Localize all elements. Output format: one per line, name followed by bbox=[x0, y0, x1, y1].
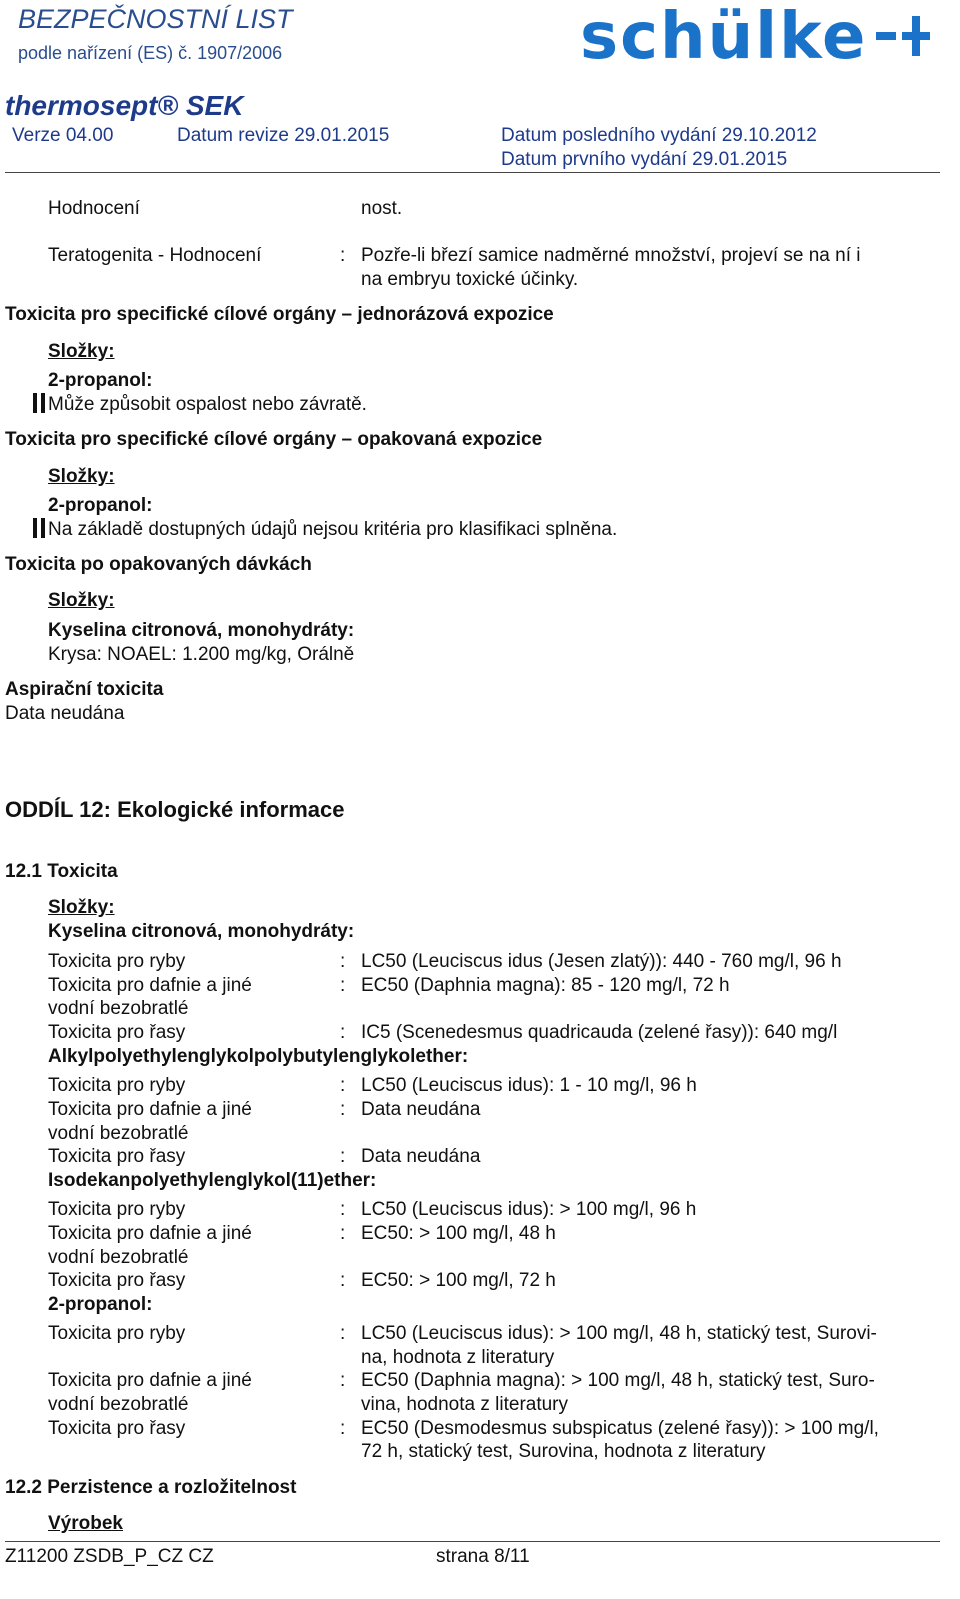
daphnia-toxicity-value-cont: vina, hodnota z literatury bbox=[361, 1394, 569, 1415]
daphnia-toxicity-value: EC50 (Daphnia magna): > 100 mg/l, 48 h, statický test, Suro- bbox=[361, 1370, 875, 1391]
fish-toxicity-label: Toxicita pro ryby bbox=[48, 1075, 186, 1096]
stot-repeated-text: Na základě dostupných údajů nejsou kritéria pro klasifikaci splněna. bbox=[48, 519, 618, 540]
algae-toxicity-label: Toxicita pro řasy bbox=[48, 1270, 186, 1291]
colon: : bbox=[340, 1370, 346, 1391]
footer-divider bbox=[5, 1541, 940, 1542]
stot-single-text: Může způsobit ospalost nebo závratě. bbox=[48, 394, 367, 415]
regulation-note: podle nařízení (ES) č. 1907/2006 bbox=[18, 43, 283, 63]
change-bar bbox=[41, 393, 45, 413]
fish-toxicity-label: Toxicita pro ryby bbox=[48, 1323, 186, 1344]
section-12-heading: ODDÍL 12: Ekologické informace bbox=[5, 797, 345, 822]
last-issue-date: Datum posledního vydání 29.10.2012 bbox=[501, 125, 817, 146]
teratogenicity-value-cont: na embryu toxické účinky. bbox=[361, 269, 579, 290]
daphnia-toxicity-label: Toxicita pro dafnie a jiné bbox=[48, 975, 252, 996]
subsection-12-1: 12.1 Toxicita bbox=[5, 861, 118, 882]
teratogenicity-label: Teratogenita - Hodnocení bbox=[48, 245, 262, 266]
header-divider bbox=[5, 172, 940, 173]
document-title: BEZPEČNOSTNÍ LIST bbox=[18, 4, 293, 34]
version: Verze 04.00 bbox=[12, 125, 114, 146]
fish-toxicity-label: Toxicita pro ryby bbox=[48, 1199, 186, 1220]
components-label: Složky: bbox=[48, 341, 115, 362]
repeated-dose-text: Krysa: NOAEL: 1.200 mg/kg, Orálně bbox=[48, 644, 355, 665]
change-bar bbox=[33, 518, 37, 538]
hodnoceni-value: nost. bbox=[361, 198, 403, 219]
fish-toxicity-value: LC50 (Leuciscus idus): > 100 mg/l, 48 h, statický test, Surovi- bbox=[361, 1323, 877, 1344]
colon: : bbox=[340, 1022, 346, 1043]
daphnia-toxicity-value: Data neudána bbox=[361, 1099, 481, 1120]
component-name: 2-propanol: bbox=[48, 495, 153, 516]
algae-toxicity-value-cont: 72 h, statický test, Surovina, hodnota z literatury bbox=[361, 1441, 766, 1462]
colon: : bbox=[340, 1418, 346, 1439]
colon: : bbox=[340, 1099, 346, 1120]
document-code: Z11200 ZSDB_P_CZ CZ bbox=[5, 1546, 214, 1567]
product-label: Výrobek bbox=[48, 1513, 123, 1534]
algae-toxicity-label: Toxicita pro řasy bbox=[48, 1022, 186, 1043]
component-name: Isodekanpolyethylenglykol(11)ether: bbox=[48, 1170, 377, 1191]
daphnia-toxicity-value: EC50: > 100 mg/l, 48 h bbox=[361, 1223, 556, 1244]
repeated-dose-heading: Toxicita po opakovaných dávkách bbox=[5, 554, 312, 575]
colon: : bbox=[340, 1223, 346, 1244]
daphnia-toxicity-label: Toxicita pro dafnie a jiné bbox=[48, 1223, 252, 1244]
change-bar bbox=[33, 393, 37, 413]
daphnia-toxicity-label-cont: vodní bezobratlé bbox=[48, 1394, 189, 1415]
brand-logo: schülke bbox=[580, 0, 868, 74]
algae-toxicity-value: EC50: > 100 mg/l, 72 h bbox=[361, 1270, 556, 1291]
daphnia-toxicity-label: Toxicita pro dafnie a jiné bbox=[48, 1099, 252, 1120]
algae-toxicity-label: Toxicita pro řasy bbox=[48, 1418, 186, 1439]
component-name: Kyselina citronová, monohydráty: bbox=[48, 921, 355, 942]
fish-toxicity-value-cont: na, hodnota z literatury bbox=[361, 1347, 555, 1368]
daphnia-toxicity-label-cont: vodní bezobratlé bbox=[48, 1123, 189, 1144]
daphnia-toxicity-label: Toxicita pro dafnie a jiné bbox=[48, 1370, 252, 1391]
aspiration-heading: Aspirační toxicita bbox=[5, 679, 164, 700]
component-name: 2-propanol: bbox=[48, 1294, 153, 1315]
stot-repeated-heading: Toxicita pro specifické cílové orgány – opakovaná expozice bbox=[5, 429, 543, 450]
fish-toxicity-value: LC50 (Leuciscus idus): > 100 mg/l, 96 h bbox=[361, 1199, 697, 1220]
components-label: Složky: bbox=[48, 897, 115, 918]
fish-toxicity-label: Toxicita pro ryby bbox=[48, 951, 186, 972]
aspiration-text: Data neudána bbox=[5, 703, 125, 724]
daphnia-toxicity-label-cont: vodní bezobratlé bbox=[48, 1247, 189, 1268]
component-name: 2-propanol: bbox=[48, 370, 153, 391]
colon: : bbox=[340, 1270, 346, 1291]
components-label: Složky: bbox=[48, 466, 115, 487]
colon: : bbox=[340, 951, 346, 972]
daphnia-toxicity-label-cont: vodní bezobratlé bbox=[48, 998, 189, 1019]
colon: : bbox=[340, 1075, 346, 1096]
algae-toxicity-value: Data neudána bbox=[361, 1146, 481, 1167]
components-label: Složky: bbox=[48, 590, 115, 611]
first-issue-date: Datum prvního vydání 29.01.2015 bbox=[501, 149, 788, 170]
colon: : bbox=[340, 975, 346, 996]
revision-date: Datum revize 29.01.2015 bbox=[177, 125, 390, 146]
daphnia-toxicity-value: EC50 (Daphnia magna): 85 - 120 mg/l, 72 h bbox=[361, 975, 730, 996]
page-number: strana 8/11 bbox=[436, 1546, 530, 1567]
component-name: Alkylpolyethylenglykolpolybutylenglykolether: bbox=[48, 1046, 469, 1067]
product-name: thermosept® SEK bbox=[5, 90, 244, 121]
component-name: Kyselina citronová, monohydráty: bbox=[48, 620, 355, 641]
colon: : bbox=[340, 1199, 346, 1220]
colon: : bbox=[340, 245, 346, 266]
algae-toxicity-value: EC50 (Desmodesmus subspicatus (zelené řasy)): > 100 mg/l, bbox=[361, 1418, 879, 1439]
teratogenicity-value: Pozře-li březí samice nadměrné množství, projeví se na ní i bbox=[361, 245, 861, 266]
subsection-12-2: 12.2 Perzistence a rozložitelnost bbox=[5, 1477, 297, 1498]
change-bar bbox=[41, 518, 45, 538]
colon: : bbox=[340, 1323, 346, 1344]
fish-toxicity-value: LC50 (Leuciscus idus): 1 - 10 mg/l, 96 h bbox=[361, 1075, 697, 1096]
stot-single-heading: Toxicita pro specifické cílové orgány – jednorázová expozice bbox=[5, 304, 554, 325]
fish-toxicity-value: LC50 (Leuciscus idus (Jesen zlatý)): 440 - 760 mg/l, 96 h bbox=[361, 951, 842, 972]
algae-toxicity-value: IC5 (Scenedesmus quadricauda (zelené řasy)): 640 mg/l bbox=[361, 1022, 838, 1043]
colon: : bbox=[340, 1146, 346, 1167]
brand-logo-icon bbox=[876, 16, 930, 56]
algae-toxicity-label: Toxicita pro řasy bbox=[48, 1146, 186, 1167]
hodnoceni-label: Hodnocení bbox=[48, 198, 140, 219]
